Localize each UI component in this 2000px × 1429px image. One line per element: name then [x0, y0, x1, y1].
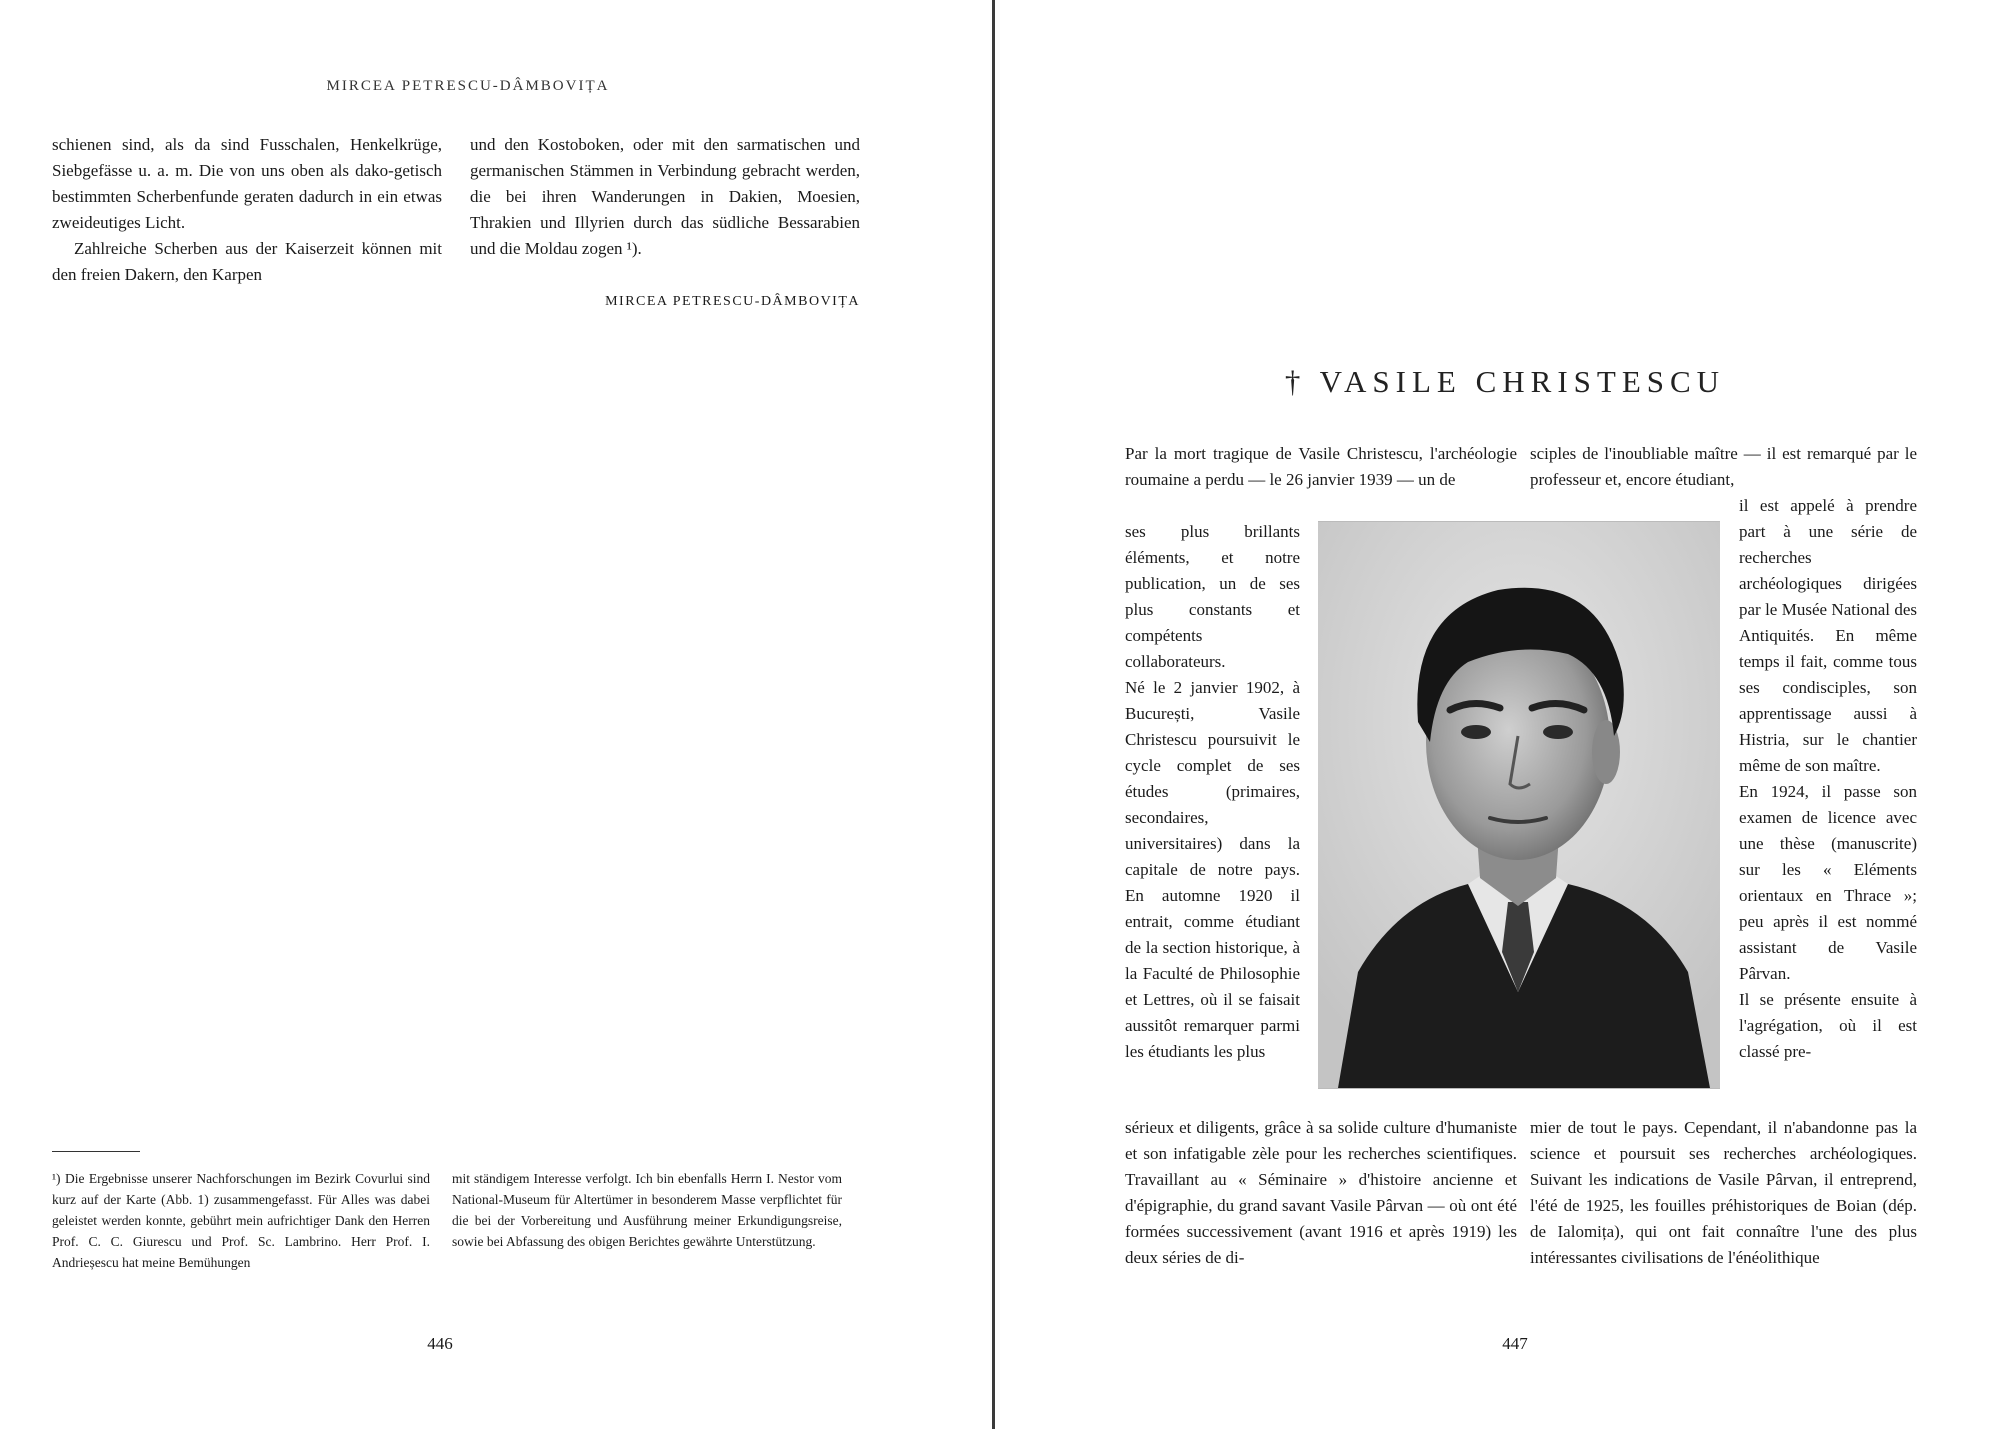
left-column-1	[52, 132, 442, 288]
footnote-column-1	[52, 1168, 430, 1273]
paragraph: il est appelé à prendre part à une série de recherches archéologiques dirigées par le Musée National des Antiquités. En même temps il fait, comme tous ses condisciples, son apprentissage aussi à Histria, sur le chantier même de son maître.	[1739, 496, 1917, 775]
paragraph: Zahlreiche Scherben aus der Kaiserzeit können mit den freien Dakern, den Karpen	[52, 239, 442, 284]
paragraph: Par la mort tragique de Vasile Christescu, l'archéologie roumaine a perdu — le 26 janvier 1939 — un de	[1125, 444, 1517, 489]
left-column-2	[470, 132, 860, 262]
right-col-right-top	[1530, 441, 1917, 493]
portrait-photo	[1318, 521, 1720, 1089]
footnote-text: mit ständigem Interesse verfolgt. Ich bin ebenfalls Herrn I. Nestor vom National-Museum für Altertümer in besonderem Masse verpflichtet für die bei der Vorbereitung und Ausführung meiner Erkundigungsreise, sowie bei Abfassung des obigen Berichtes gewährte Unterstützung.	[452, 1171, 842, 1249]
portrait-illustration	[1318, 522, 1720, 1088]
paragraph: und den Kostoboken, oder mit den sarmatischen und germanischen Stämmen in Verbindung gebracht werden, die bei ihren Wanderungen in Dakien, Moesien, Thrakien und Illyrien durch das südliche Bessarabien und die Moldau zogen ¹).	[470, 135, 860, 258]
footnote-divider	[52, 1151, 140, 1152]
paragraph: ses plus brillants éléments, et notre publication, un de ses plus constants et compétents collaborateurs.	[1125, 522, 1300, 671]
article-title: † VASILE CHRISTESCU	[1284, 364, 1726, 399]
footnote-text: ¹) Die Ergebnisse unserer Nachforschungen im Bezirk Covurlui sind kurz auf der Karte (Abb. 1) zusammengefasst. Für Alles was dabei geleistet werden konnte, gebührt mein aufrichtiger Dank den Herren Prof. C. C. Giurescu und Prof. Sc. Lambrino. Herr Prof. I. Andrieșescu hat meine Bemühungen	[52, 1171, 430, 1270]
left-page	[0, 0, 995, 1429]
right-col-right-bottom	[1530, 1115, 1917, 1271]
paragraph: Né le 2 janvier 1902, à București, Vasile Christescu poursuivit le cycle complet de ses études (primaires, secondaires, universitaires) dans la capitale de notre pays. En automne 1920 il entrait, comme étudiant de la section historique, à la Faculté de Philosophie et Lettres, où il se faisait aussitôt remarquer parmi les étudiants les plus	[1125, 678, 1300, 1061]
paragraph: En 1924, il passe son examen de licence avec une thèse (manuscrite) sur les « Eléments orientaux en Thrace »; peu après il est nommé assistant de Vasile Pârvan.	[1739, 782, 1917, 983]
right-col-left-bottom	[1125, 1115, 1517, 1271]
paragraph: sciples de l'inoubliable maître — il est remarqué par le professeur et, encore étudiant,	[1530, 444, 1917, 489]
paragraph: schienen sind, als da sind Fusschalen, Henkelkrüge, Siebgefässe u. a. m. Die von uns oben als dako-getisch bestimmten Scherbenfunde geraten dadurch in ein etwas zweideutiges Licht.	[52, 135, 442, 232]
running-head: MIRCEA PETRESCU-DÂMBOVIȚA	[326, 78, 610, 94]
author-signature: MIRCEA PETRESCU-DÂMBOVIȚA	[605, 294, 860, 309]
page-number: 447	[1502, 1334, 1528, 1353]
right-col-left-top	[1125, 441, 1517, 493]
footnote-column-2	[452, 1168, 842, 1252]
page-number: 446	[427, 1334, 453, 1353]
right-col-right-wrap	[1739, 493, 1917, 1065]
right-col-left-wrap	[1125, 519, 1300, 1065]
paragraph: sérieux et diligents, grâce à sa solide culture d'humaniste et son infatigable zèle pour les recherches scientifiques. Travaillant au « Séminaire » d'histoire ancienne et d'épigraphie, du grand savant Vasile Pârvan — où ont été formées successivement (avant 1916 et après 1919) les deux séries de di-	[1125, 1118, 1517, 1267]
paragraph: Il se présente ensuite à l'agrégation, où il est classé pre-	[1739, 990, 1917, 1061]
paragraph: mier de tout le pays. Cependant, il n'abandonne pas la science et poursuit ses recherches archéologiques. Suivant les indications de Vasile Pârvan, il entreprend, l'été de 1925, les fouilles préhistoriques de Boian (dép. de Ialomița), qui ont fait connaître l'une des plus intéressantes civilisations de l'énéolithique	[1530, 1118, 1917, 1267]
